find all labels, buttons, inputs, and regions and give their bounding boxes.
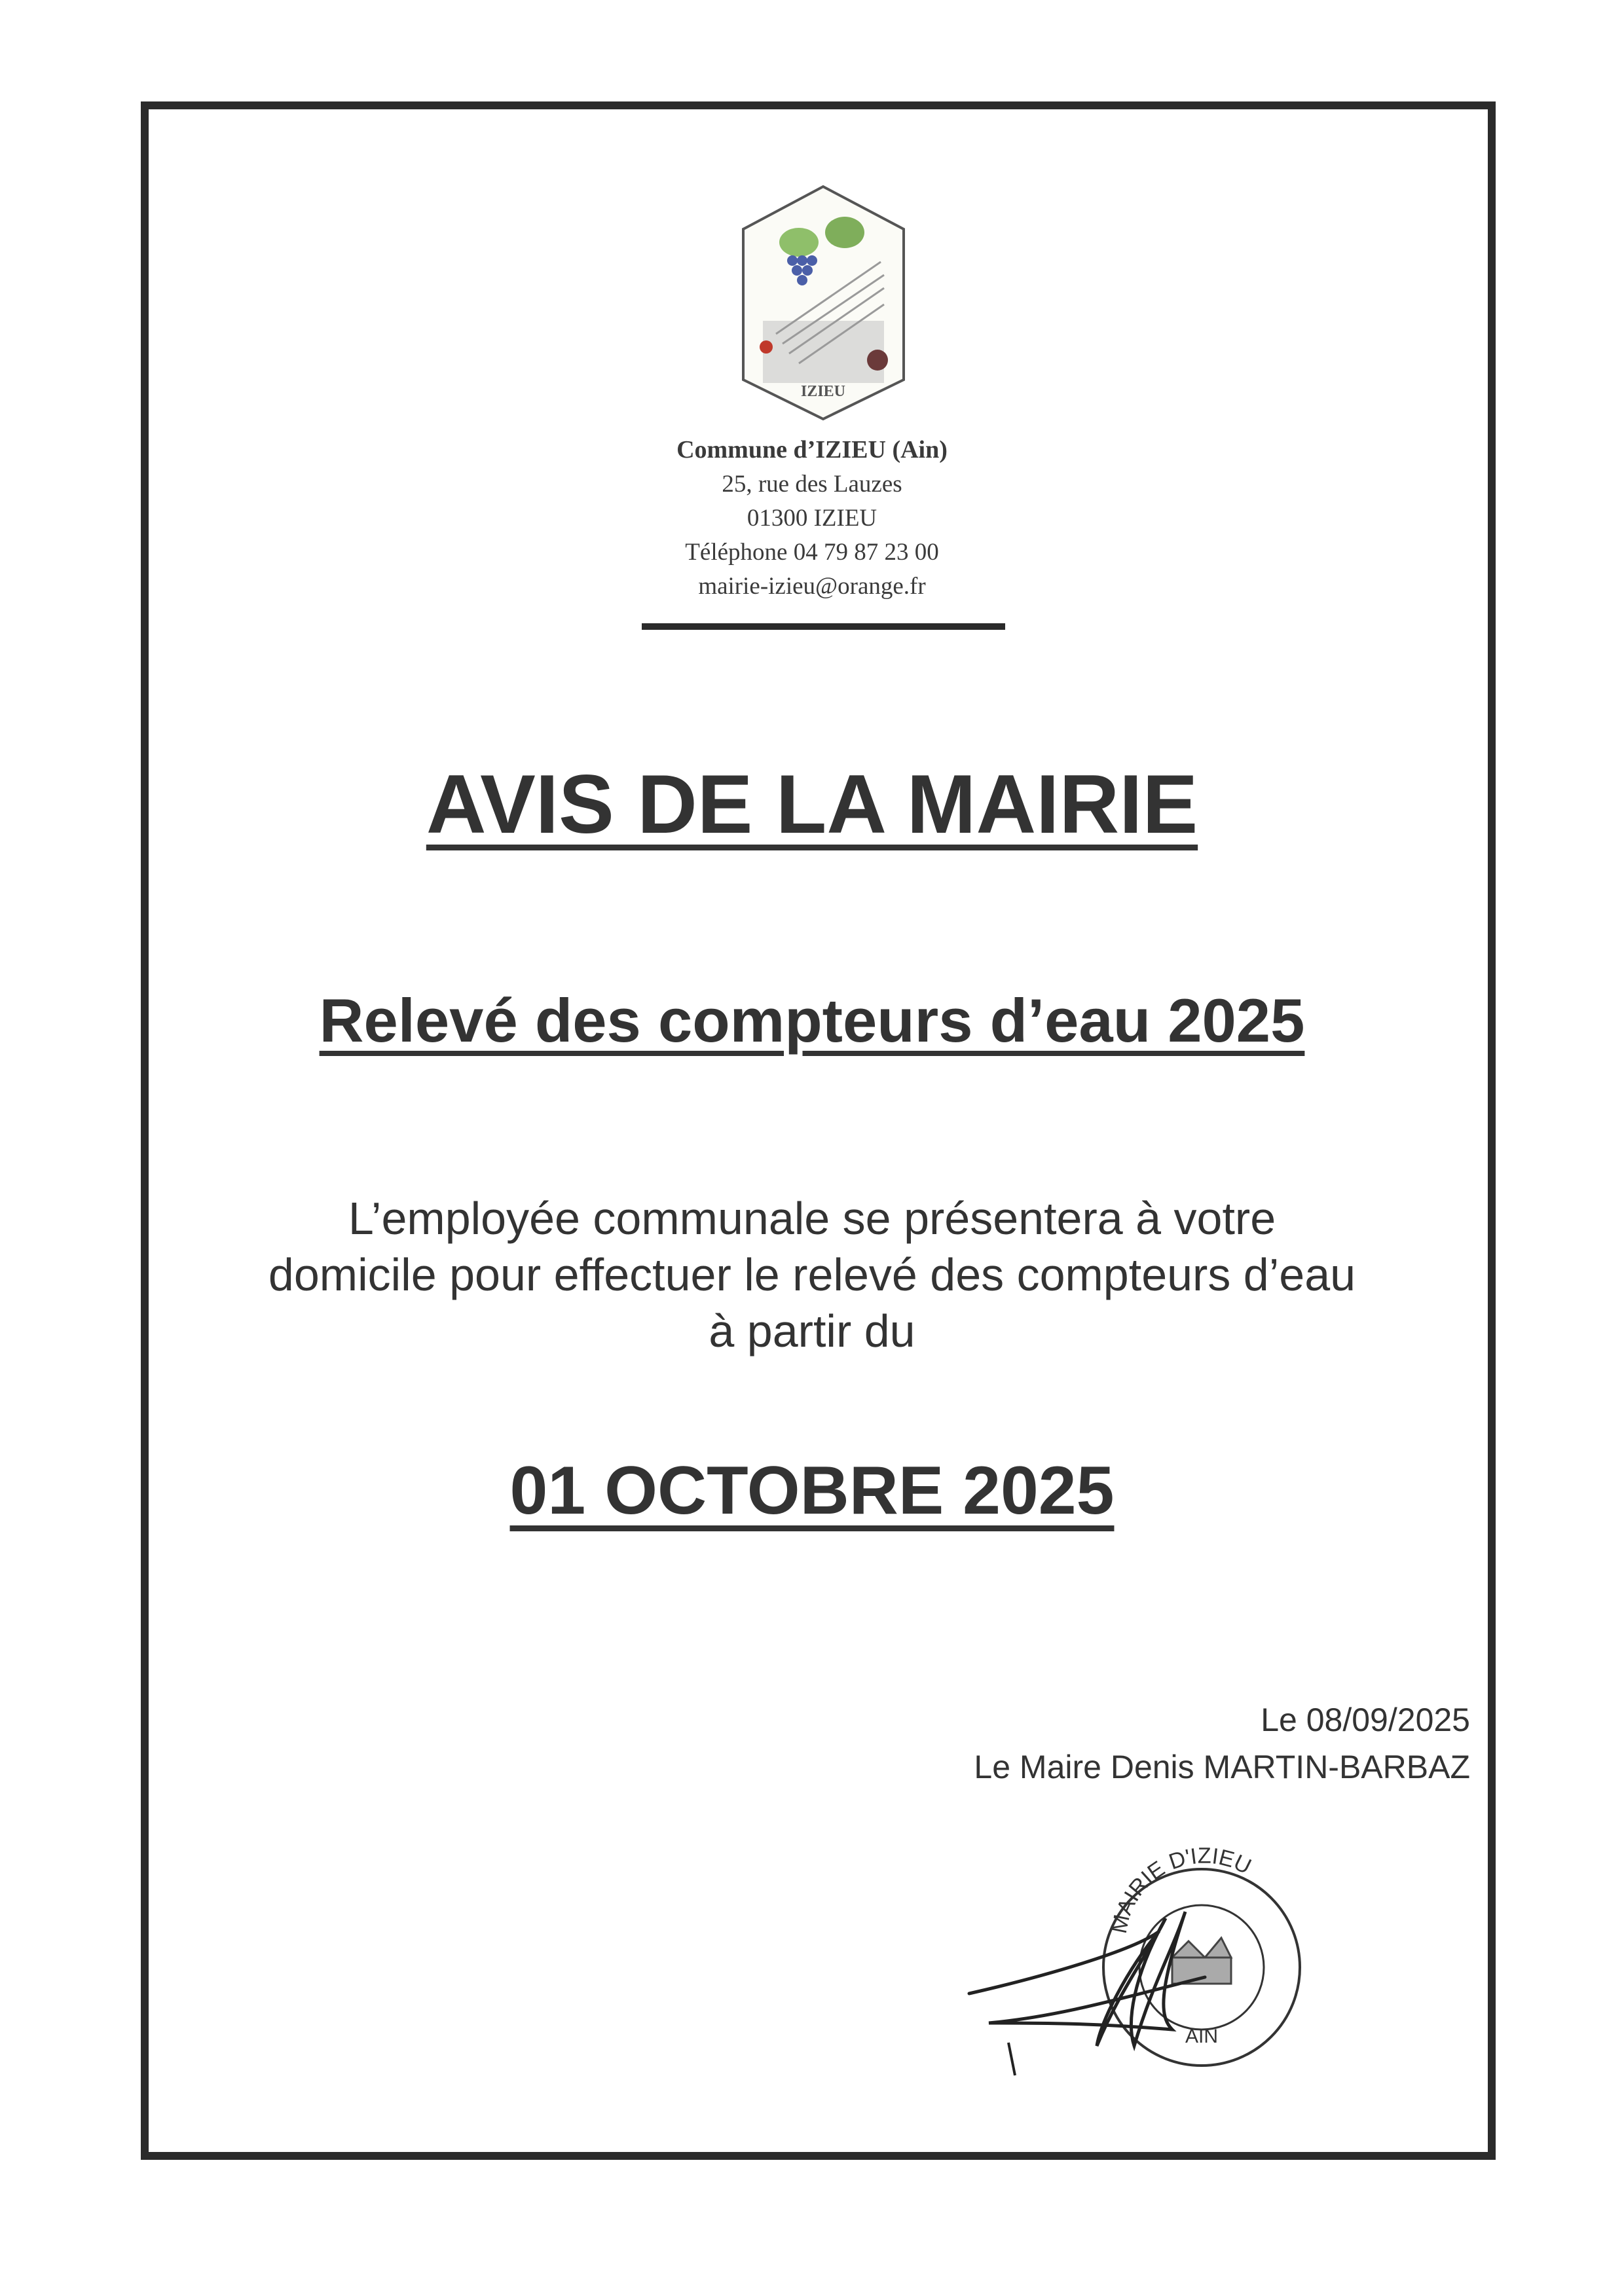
stamp-text-bottom: AIN [1185, 2026, 1219, 2047]
commune-email: mairie-izieu@orange.fr [698, 573, 926, 600]
commune-postal: 01300 IZIEU [747, 505, 877, 532]
notice-body [170, 1190, 1454, 1359]
body-line: à partir du [709, 1305, 915, 1357]
crest-text: IZIEU [800, 383, 846, 400]
signature-date: Le 08/09/2025 [1261, 1702, 1470, 1738]
official-stamp-signature [963, 1827, 1316, 2115]
commune-crest-logo [737, 183, 910, 422]
body-line: domicile pour effectuer le relevé des compteurs d’eau [268, 1249, 1356, 1300]
start-date: 01 OCTOBRE 2025 [509, 1453, 1115, 1529]
commune-name: Commune d’IZIEU (Ain) [676, 436, 948, 464]
commune-phone: Téléphone 04 79 87 23 00 [685, 539, 939, 566]
body-line: L’employée communale se présentera à votre [348, 1193, 1276, 1244]
notice-title: AVIS DE LA MAIRIE [426, 757, 1198, 850]
header-divider [642, 623, 1005, 630]
commune-address: 25, rue des Lauzes [722, 471, 902, 498]
stamp-text-top: MAIRIE D'IZIEU [1106, 1843, 1255, 1936]
mayor-name: Le Maire Denis MARTIN-BARBAZ [974, 1749, 1470, 1785]
notice-subtitle: Relevé des compteurs d’eau 2025 [319, 986, 1305, 1055]
